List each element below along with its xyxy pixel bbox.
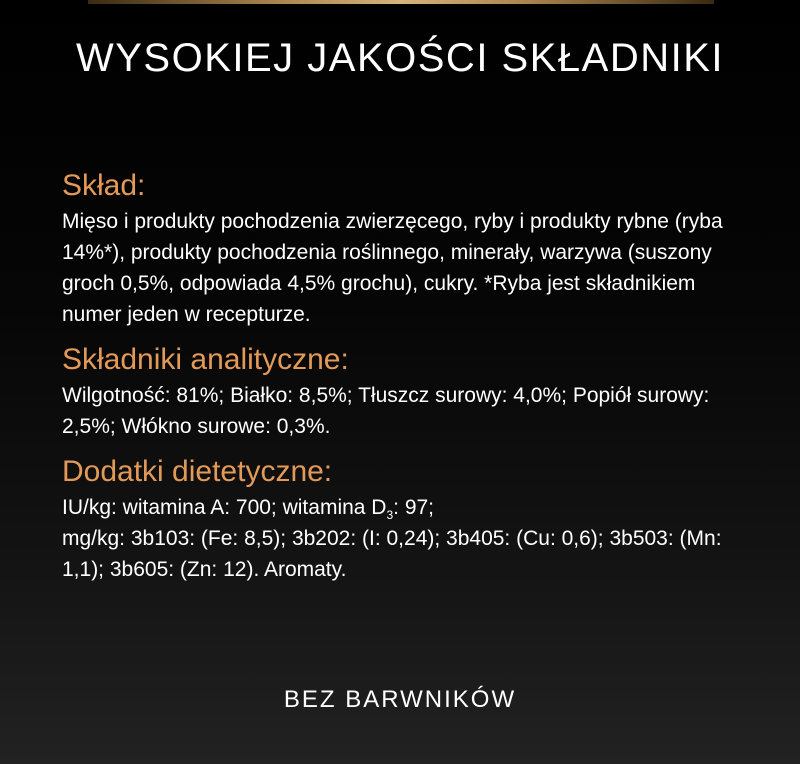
additives-iu-line: IU/kg: witamina A: 700; witamina $D_3$: 97; bbox=[62, 496, 435, 523]
ingredients-panel bbox=[62, 168, 752, 597]
additives-section bbox=[62, 454, 752, 585]
composition-heading: Skład: bbox=[62, 169, 146, 202]
additives-heading: Dodatki dietetyczne: bbox=[62, 455, 333, 488]
analytical-text: Wilgotność: 81%; Białko: 8,5%; Tłuszcz surowy: 4,0%; Popiół surowy: 2,5%; Włókno surowe: 0,3%. bbox=[62, 384, 710, 438]
additives-mg-line: mg/kg: 3b103: (Fe: 8,5); 3b202: (I: 0,24); 3b405: (Cu: 0,6); 3b503: (Mn: 1,1); 3b605: (Zn: 12). Aromaty. bbox=[62, 527, 722, 581]
additives-text bbox=[62, 492, 752, 585]
analytical-section bbox=[62, 342, 752, 442]
no-colorants-label: BEZ BARWNIKÓW bbox=[283, 686, 517, 713]
composition-text: Mięso i produkty pochodzenia zwierzęcego, ryby i produkty rybne (ryba 14%*), produkty pochodzenia roślinnego, minerały, warzywa (suszony groch 0,5%, odpowiada 4,5% grochu), cukry. *Ryba jest składnikiem numer jeden w recepturze. bbox=[62, 210, 723, 326]
page-title: WYSOKIEJ JAKOŚCI SKŁADNIKI bbox=[75, 36, 725, 80]
analytical-heading: Składniki analityczne: bbox=[62, 343, 349, 376]
vitamin-d-subscript: 3 bbox=[386, 508, 394, 523]
composition-section bbox=[62, 168, 752, 330]
gold-divider bbox=[88, 0, 714, 4]
